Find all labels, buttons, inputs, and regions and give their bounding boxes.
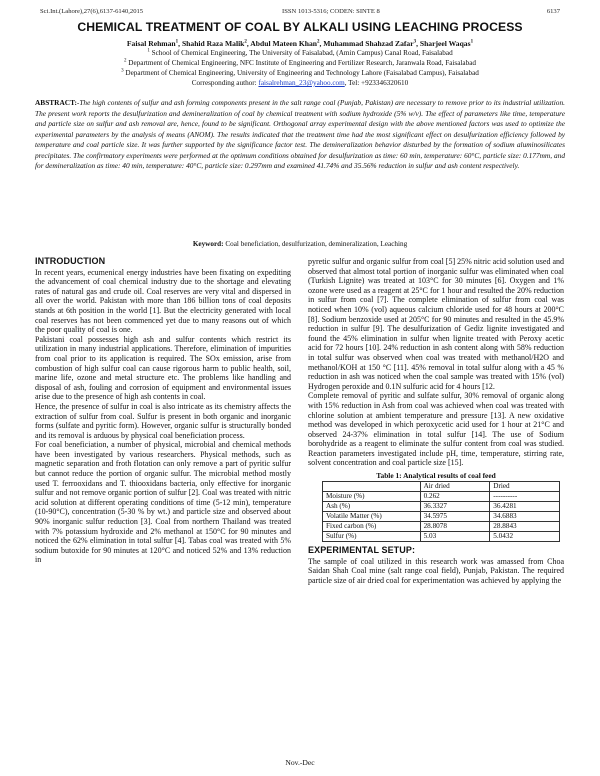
table-cell: Fixed carbon (%)	[323, 522, 421, 532]
table-cell: 36.4281	[490, 502, 560, 512]
author: Muhammad Shahzad Zafar	[323, 39, 414, 48]
page-footer: Nov.-Dec	[285, 758, 315, 767]
table-header-row	[323, 482, 560, 492]
table-caption: Table 1: Analytical results of coal feed	[376, 471, 496, 481]
table-row	[323, 512, 560, 522]
paragraph: Complete removal of pyritic and sulfate sulfur, 30% removal of organic along with 15% reduction in Ash from coal was achieved when coal was treated with chlorine solution at ambient temperature and pressure [13]. A new oxidative method was developed in which peroxycetic acid used for 1 hour at 21°C and observed 24-37% elimination in total sulfur [14]. The use of Sodium borohydride as a reagent to eliminate the sulfur content from coal was studied. Reaction parameters investigated include pH, time, temperature, stirring rate, solvent concentration and coal particle size [15].	[308, 391, 564, 468]
running-header	[40, 8, 560, 18]
section-heading-introduction: INTRODUCTION	[35, 256, 106, 266]
table-cell: Ash (%)	[323, 502, 421, 512]
table-cell: Sulfur (%)	[323, 532, 421, 542]
affiliation-1: $^1$ School of Chemical Engineering, The University of Faisalabad, (Amin Campus) Canal Road, Faisalabad	[147, 48, 453, 57]
issn-coden: ISSN 1013-5316; CODEN: SINTE 8	[282, 8, 380, 15]
table-cell: ----------	[490, 492, 560, 502]
table-cell: 36.3327	[420, 502, 490, 512]
table-1	[308, 471, 564, 542]
email-link[interactable]: faisalrehman_23@yahoo.com	[258, 79, 345, 87]
paragraph: pyretic sulfur and organic sulfur from coal [5] 25% nitric acid solution used and observed that almost total portion of inorganic sulfur was eliminated when coal (Turkish Lignite) was treated at 103°C for 30 minutes [6]. Oxygen and 1% ozone were used as a reagent at 25°C for 1 hour and resulted the 20% reduction in sulfur from coal [7]. The complete elimination of sulfur from coal was noticed when 10% (vol) aqueous calcium chloride used for 48 hours at 200°C [8]. Sodium benzoxide used at 205°C for 90 minutes and resulted in the 45.9% reduction in sulfur [9]. The desulfurization of Gediz lignite investigated and found the 45% elimination in sulfur when lignite treated with Peroxy acetic acid for 72 hours [10]. 24% reduction in ash content along with 58% reduction in total sulfur was observed when coal was treated with methanol/H2O and methanol/KOH at 150 °C [11]. 45% removal in total sulfur along with a 45 % reduction in ash was noticed when the coal sample was treated with 15% (vol) Hydrogen peroxide and 0.1N sulfuric acid for 4 hours [12.	[308, 257, 565, 391]
corresponding-author: Corresponding author: faisalrehman_23@yahoo.com, Tel: +923346320610	[191, 79, 409, 87]
keywords-label: Keyword:	[192, 240, 224, 248]
table-cell: 28.8843	[490, 522, 560, 532]
table-cell: 5.03	[420, 532, 490, 542]
table-cell: Volatile Matter (%)	[323, 512, 421, 522]
table-cell: Moisture (%)	[323, 492, 421, 502]
author: Sharjeel Waqas	[419, 39, 471, 48]
table-cell: 34.5975	[420, 512, 490, 522]
author: Faisal Rehman	[126, 39, 176, 48]
author-list: Faisal Rehman$^1$, Shahid Raza Malik$^2$, Abdul Mateen Khan$^2$, Muhammad Shahzad Zafar$^3$, Sharjeel Waqas$^1$	[126, 39, 474, 48]
table-header-cell: Air dried	[420, 482, 490, 492]
table-header-cell	[323, 482, 421, 492]
abstract-text: -The high contents of sulfur and ash forming components present in the salt range coal (Punjab, Pakistan) are necessary to remove prior to its industrial utilization. The present work reports the desulfurization and demineralization of coal by chemical treatment with sodium hydroxide (5% w/v). The effect of parameters like time, temperature and particle size on sulfur and ash removal are, hence, found to be significant. Orthogonal array experimental design with the above mentioned factors was used to optimize the experimental parameters by the analysis of means (ANOM). The results indicated that the treatment time had the most significant effect on desulfurization efficiency followed by temperature and coal particle size. It was further supported by the significance factor test. The demineralization behavior disturbed by the formation of sodium aluminosilicates precipitates. The confirmatory experiments were performed at the optimum conditions obtained for desulfurization as time: 60 min, temperature: 60°C, particle size: 0.177mm, and for demineralization as time: 40 min, temperature: 40°C, particle size: 0.297mm and examined 41.74% and 35.56% reduction in sulfur and ash content respectively.	[35, 98, 565, 170]
table-cell: 5.0432	[490, 532, 560, 542]
affiliation-2: $^2$ Department of Chemical Engineering, NFC Institute of Engineering and Fertilizer Research, Jaranwala Road, Faisalabad	[124, 58, 476, 67]
author: Abdul Mateen Khan	[250, 39, 317, 48]
abstract-label: ABSTRACT:	[35, 98, 77, 107]
keywords	[35, 240, 565, 248]
left-column	[35, 257, 291, 565]
paragraph: In recent years, ecumenical energy industries have been fixating on expediting the advancement of coal chemical industry due to the shortage and elevating rates of natural gas and crude oil. Coal reserves are very vital and dispersed in all over the world. Pakistan with more than 186 billion tons of coal deposits stands at 6th position in the world [1]. But the electricity generated with local coal reserves has not been commenced yet due to many reasons out of which the poor quality of coal is one.	[35, 267, 291, 335]
table-row	[323, 522, 560, 532]
table-cell: 0.262	[420, 492, 490, 502]
abstract	[35, 98, 565, 172]
table-row	[323, 532, 560, 542]
right-column	[308, 257, 564, 585]
table-row	[323, 492, 560, 502]
table-cell: 28.8078	[420, 522, 490, 532]
keywords-text: Coal beneficiation, desulfurization, demineralization, Leaching	[223, 240, 408, 248]
table-row	[323, 502, 560, 512]
table-header-cell: Dried	[490, 482, 560, 492]
table-cell: 34.6883	[490, 512, 560, 522]
page-number: 6137	[546, 8, 560, 15]
paragraph: Pakistani coal possesses high ash and sulfur contents which restrict its utilization in many industrial applications. Therefore, elimination of impurities from coal prior to its application is required. The SOx emission, arise from combustion of high sulfur coal can cause rigorous harm to public health, soil, marine life, ozone and metal structure etc. The problems like handling and disposal of ash, fouling and corrosion of equipment and environmental issues arise due to the presence of high ash contents in coal.	[35, 334, 291, 402]
section-heading-experimental-setup: EXPERIMENTAL SETUP:	[308, 545, 416, 556]
author: Shahid Raza Malik	[181, 39, 245, 48]
paper-title: CHEMICAL TREATMENT OF COAL BY ALKALI USING LEACHING PROCESS	[77, 20, 523, 34]
paragraph: Hence, the presence of sulfur in coal is also intricate as its chemistry affects the extraction of sulfur from coal. Sulfur is present in both organic and inorganic forms (sulfate and pyritic form). However, organic sulfur is structurally bonded and its removal is arduous by physical coal beneficiation process.	[35, 401, 291, 440]
affiliation-3: $^3$ Department of Chemical Engineering, University of Engineering and Technology Lahore (Faisalabad Campus), Faisalabad	[121, 68, 479, 77]
paragraph: For coal beneficiation, a number of physical, microbial and chemical methods have been investigated by various researchers. Physical methods, such as magnetic separation and froth flotation can only remove a part of pyritic sulfur but cannot reduce the portion of organic sulfur. The microbial method mostly used T. ferrooxidans and T. thiooxidans bacteria, only effective for inorganic sulfur and not remove organic portion of sulfur [2]. Coal was treated with nitric acid solution at different operating conditions of time (5-12 min), temperature (10-90°C), concentration (5-30 % by wt.) and particle size and observed about 90% inorganic sulfur reduction [3]. Coal from northern Thailand was treated with 7% potassium hydroxide and 2% methanol at 150°C for 90 minutes and noticed the 62% elimination in total sulfur [4]. Tabas coal was treated with 5% sodium butoxide for 90 minutes at 120°C and noticed 52% and 13% reduction in	[35, 440, 291, 565]
journal-citation: Sci.Int.(Lahore),27(6),6137-6140,2015	[40, 8, 144, 15]
paragraph: The sample of coal utilized in this research work was amassed from Choa Saidan Shah Coal mine (salt range coal field), Punjab, Pakistan. The required particle size of air dried coal for experimentation was achieved by applying the	[308, 556, 564, 585]
analytical-results-table	[322, 481, 560, 542]
